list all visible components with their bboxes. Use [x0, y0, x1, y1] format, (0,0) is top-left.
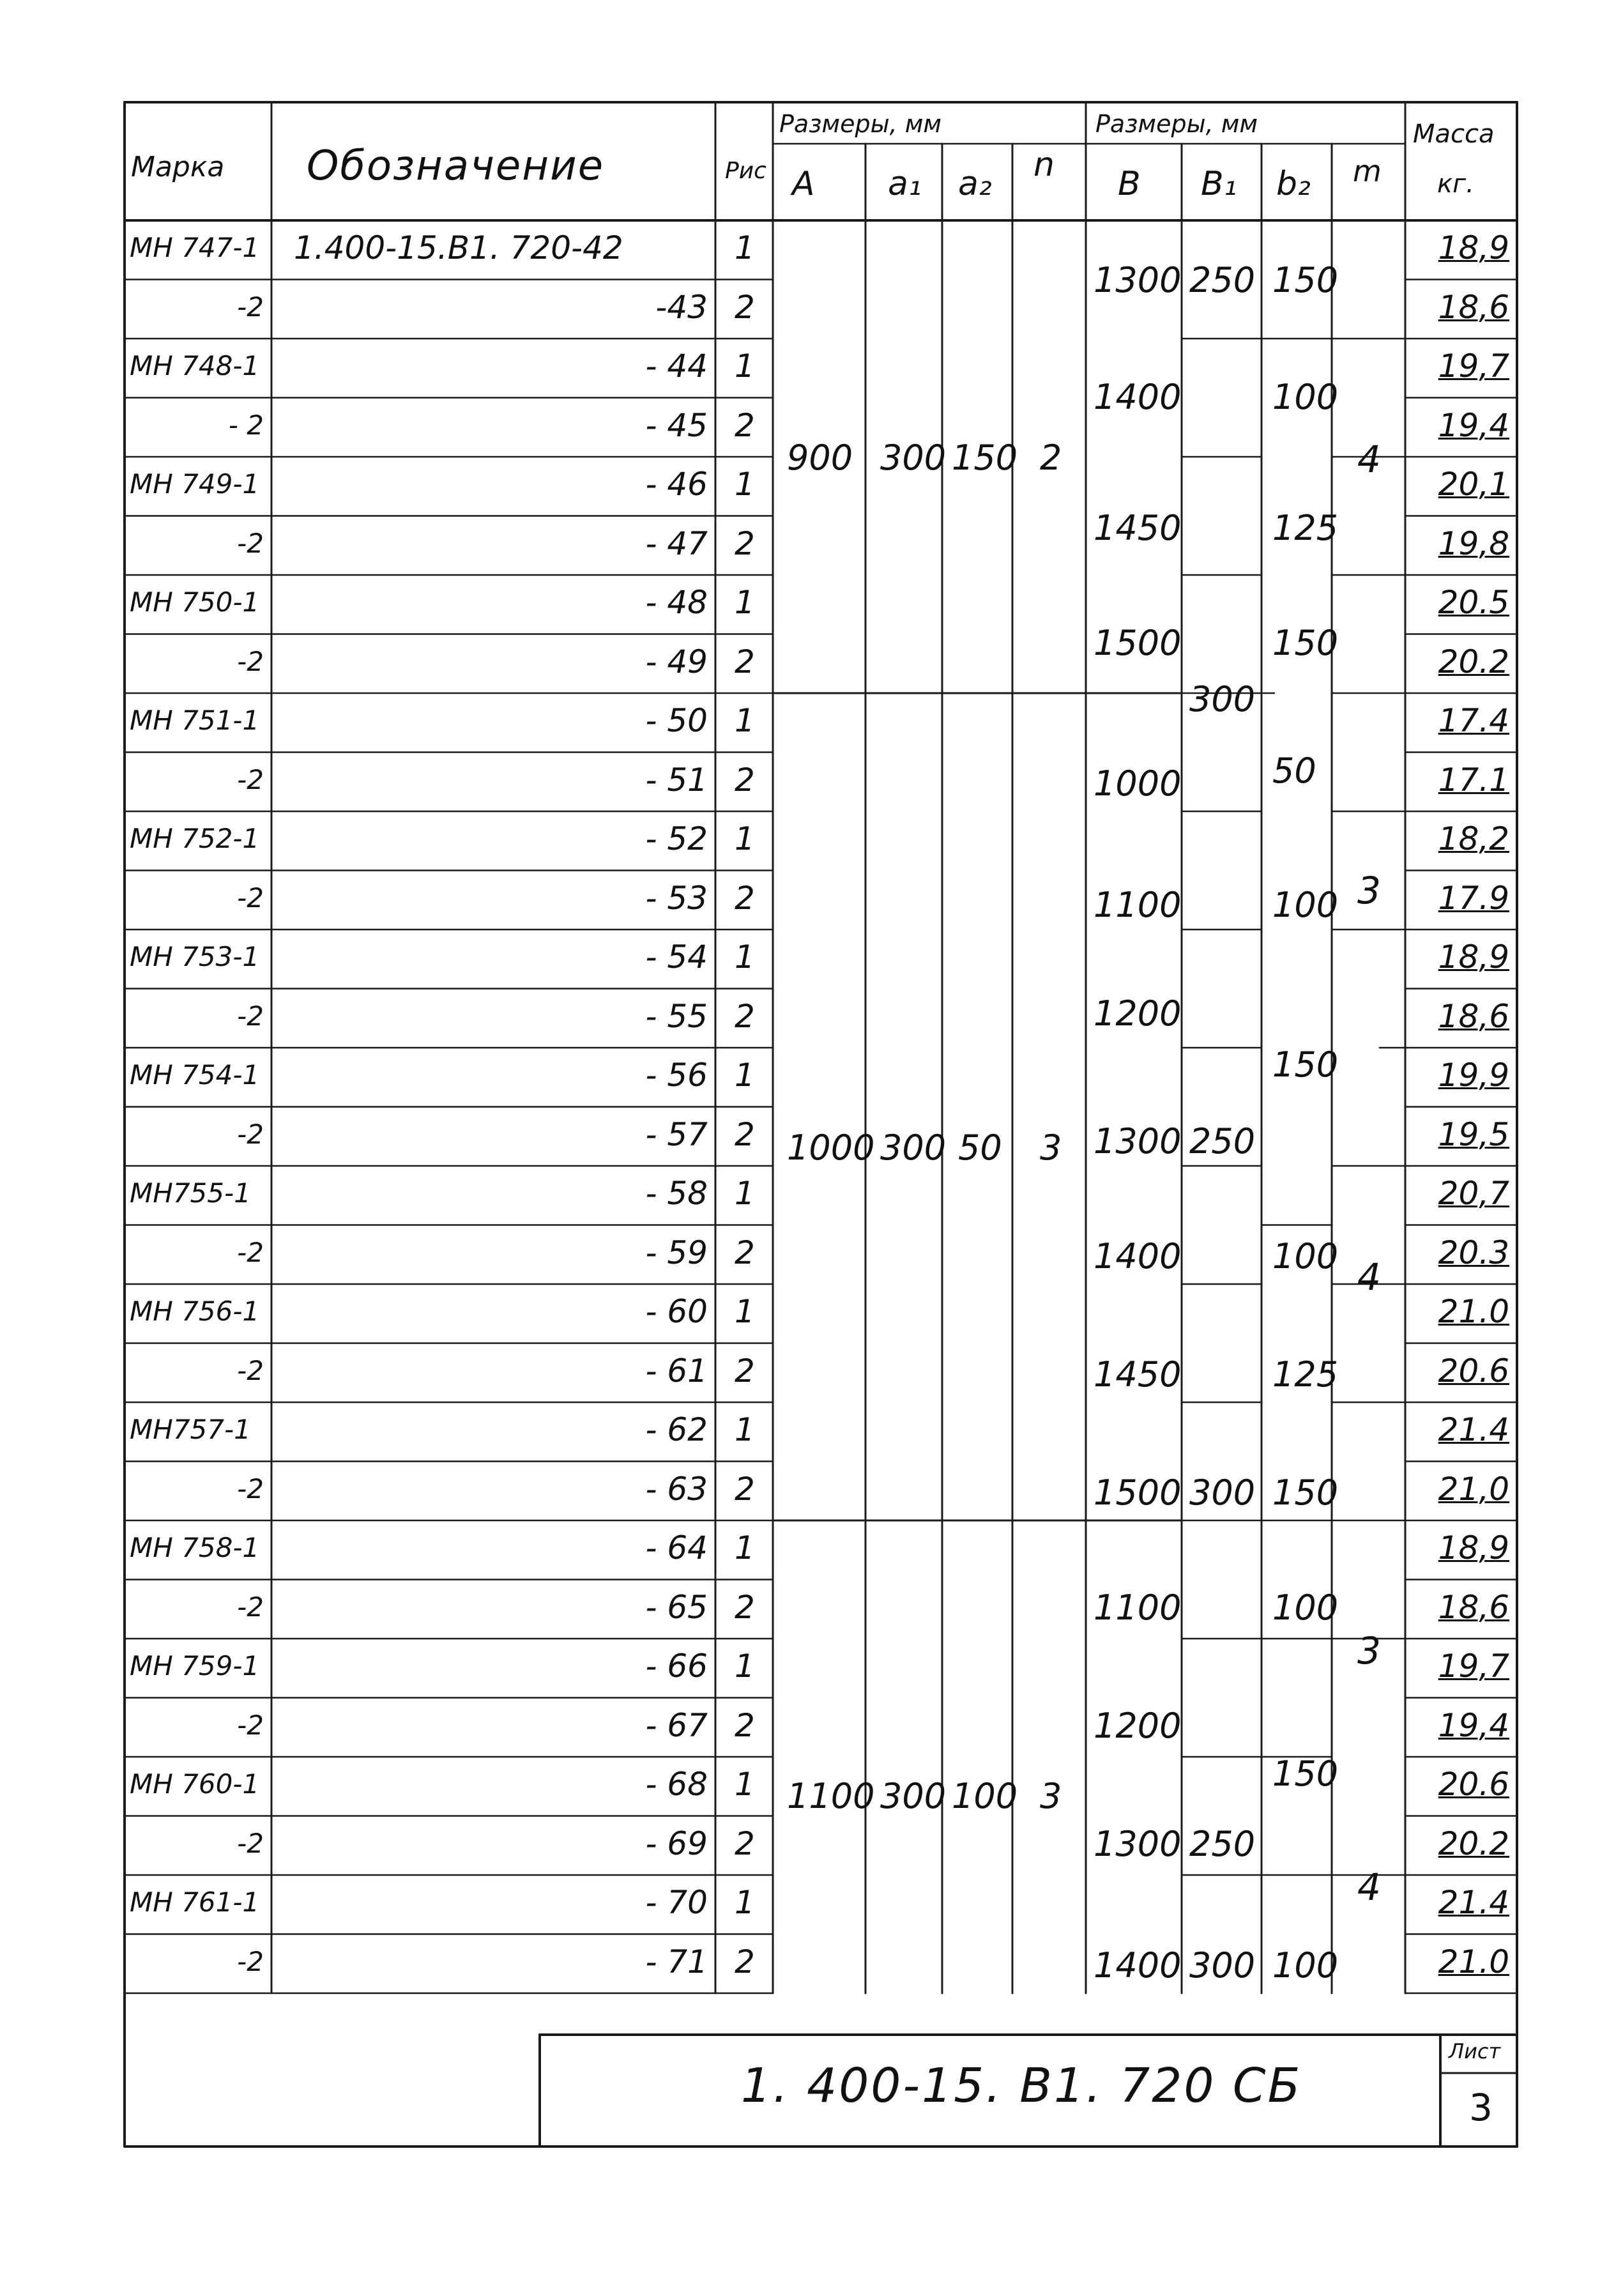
b2-value: 125 [1272, 1354, 1339, 1395]
row-designation: - 59 [645, 1234, 708, 1271]
row-mass: 20.3 [1438, 1234, 1509, 1271]
row-marka: -2 [237, 763, 264, 795]
header-mass: Масса [1413, 119, 1495, 149]
row-mass: 19,9 [1438, 1057, 1509, 1094]
row-designation: - 61 [645, 1352, 708, 1389]
row-mass: 20.2 [1438, 1825, 1509, 1862]
row-marka: -2 [237, 1827, 264, 1859]
group2-a2: 50 [958, 1128, 1002, 1168]
B-value: 1450 [1094, 1354, 1182, 1395]
row-designation: - 64 [645, 1529, 708, 1566]
row-ris: 2 [735, 879, 755, 917]
row-designation: - 68 [645, 1766, 708, 1803]
row-ris: 2 [735, 1588, 755, 1626]
row-mass: 18,2 [1438, 820, 1509, 857]
m-value: 4 [1357, 1255, 1381, 1299]
row-designation: - 45 [645, 406, 708, 444]
row-designation: - 47 [645, 524, 708, 562]
row-mass: 19,4 [1438, 1706, 1509, 1744]
row-marka: МН 750-1 [130, 586, 260, 618]
B1-value: 300 [1189, 1473, 1256, 1513]
row-marka: -2 [237, 1945, 264, 1977]
B-value: 1450 [1094, 508, 1182, 548]
row-marka: -2 [237, 527, 264, 559]
row-ris: 2 [735, 1115, 755, 1153]
row-ris: 2 [735, 1470, 755, 1508]
row-ris: 1 [735, 820, 755, 857]
row-designation: - 65 [645, 1588, 708, 1626]
row-ris: 2 [735, 761, 755, 799]
row-ris: 1 [735, 938, 755, 976]
row-designation: - 50 [645, 702, 708, 739]
row-mass: 21.0 [1438, 1943, 1509, 1980]
row-marka: -2 [237, 1118, 264, 1150]
B1-value: 250 [1189, 1121, 1256, 1161]
header-mass-unit: кг. [1437, 169, 1474, 199]
row-mass: 18,9 [1438, 1529, 1509, 1566]
row-designation: - 55 [645, 997, 708, 1035]
B-value: 1200 [1094, 993, 1182, 1034]
row-mass: 17.4 [1438, 702, 1509, 739]
row-ris: 1 [735, 584, 755, 621]
row-marka: МН 758-1 [130, 1532, 260, 1563]
b2-value: 100 [1272, 1588, 1339, 1628]
b2-value: 100 [1272, 1945, 1339, 1986]
B1-value: 300 [1189, 679, 1256, 719]
header-designation: Обозначение [307, 142, 605, 190]
B-value: 1300 [1094, 260, 1182, 300]
row-mass: 17.1 [1438, 761, 1509, 799]
row-mass: 20.6 [1438, 1766, 1509, 1803]
row-marka: МН 760-1 [130, 1768, 260, 1800]
row-mass: 19,7 [1438, 1648, 1509, 1685]
row-ris: 2 [735, 1706, 755, 1744]
group1-a1: 300 [880, 438, 947, 478]
b2-value: 100 [1272, 377, 1339, 417]
b2-value: 150 [1272, 623, 1339, 663]
header-B1: B₁ [1201, 165, 1237, 203]
b2-value: 150 [1272, 1473, 1339, 1513]
row-mass: 20.5 [1438, 584, 1509, 621]
row-marka: -2 [237, 1354, 264, 1386]
row-marka: -2 [237, 645, 264, 677]
b2-value: 50 [1272, 751, 1316, 791]
row-ris: 1 [735, 348, 755, 385]
row-designation: - 56 [645, 1057, 708, 1094]
row-designation: - 71 [645, 1943, 708, 1980]
row-mass: 18,6 [1438, 997, 1509, 1035]
header-sizes-group2: Размеры, мм [1095, 110, 1258, 138]
b2-value: 150 [1272, 260, 1339, 300]
header-marka: Марка [131, 151, 225, 183]
B-value: 1400 [1094, 377, 1182, 417]
row-marka: МН 751-1 [130, 705, 260, 736]
row-marka: МН757-1 [130, 1414, 251, 1445]
row-marka: -2 [237, 1709, 264, 1741]
row-ris: 2 [735, 1825, 755, 1862]
group3-a1: 300 [880, 1776, 947, 1816]
group2-A: 1000 [787, 1128, 875, 1168]
B-value: 1300 [1094, 1824, 1182, 1864]
row-designation: - 52 [645, 820, 708, 857]
row-mass: 18,6 [1438, 1588, 1509, 1626]
row-marka: - 2 [228, 409, 264, 441]
group1-a2: 150 [952, 438, 1018, 478]
row-marka: МН 752-1 [130, 823, 260, 854]
b2-value: 125 [1272, 508, 1339, 548]
group3-a2: 100 [952, 1776, 1018, 1816]
row-ris: 1 [735, 229, 755, 266]
row-ris: 2 [735, 524, 755, 562]
row-ris: 1 [735, 1057, 755, 1094]
group1-n: 2 [1040, 438, 1062, 478]
row-marka: -2 [237, 1591, 264, 1623]
row-ris: 2 [735, 288, 755, 326]
header-m: m [1353, 154, 1382, 188]
row-designation: - 51 [645, 761, 708, 799]
sheet-label: Лист [1449, 2039, 1501, 2063]
row-designation: - 54 [645, 938, 708, 976]
row-designation: 1.400-15.В1. 720-42 [294, 229, 623, 266]
header-sizes-group1: Размеры, мм [779, 110, 942, 138]
row-ris: 2 [735, 1352, 755, 1389]
row-ris: 1 [735, 1648, 755, 1685]
group3-A: 1100 [787, 1776, 875, 1816]
row-ris: 1 [735, 1175, 755, 1212]
sheet-number: 3 [1469, 2086, 1493, 2129]
m-value: 4 [1357, 1865, 1381, 1909]
row-designation: - 70 [645, 1884, 708, 1921]
row-marka: МН 761-1 [130, 1887, 260, 1918]
row-designation: - 53 [645, 879, 708, 917]
row-ris: 1 [735, 466, 755, 503]
B-value: 1100 [1094, 885, 1182, 925]
B1-value: 250 [1189, 260, 1256, 300]
row-mass: 17.9 [1438, 879, 1509, 917]
row-designation: - 69 [645, 1825, 708, 1862]
B-value: 1400 [1094, 1945, 1182, 1986]
B-value: 1500 [1094, 1473, 1182, 1513]
row-mass: 21.0 [1438, 1293, 1509, 1330]
header-ris: Рис [725, 158, 766, 184]
row-ris: 1 [735, 1293, 755, 1330]
row-marka: МН 753-1 [130, 941, 260, 972]
row-designation: - 66 [645, 1648, 708, 1685]
group3-n: 3 [1040, 1776, 1062, 1816]
row-designation: - 58 [645, 1175, 708, 1212]
drawing-code: 1. 400-15. В1. 720 СБ [741, 2058, 1302, 2113]
row-mass: 21.4 [1438, 1411, 1509, 1448]
row-mass: 19,8 [1438, 524, 1509, 562]
row-designation: - 48 [645, 584, 708, 621]
row-mass: 21.4 [1438, 1884, 1509, 1921]
row-mass: 20.2 [1438, 643, 1509, 680]
header-A: A [792, 165, 815, 203]
header-a1: a₁ [888, 165, 922, 203]
m-value: 3 [1357, 869, 1381, 912]
row-designation: - 62 [645, 1411, 708, 1448]
B-value: 1000 [1094, 763, 1182, 804]
row-designation: - 49 [645, 643, 708, 680]
row-ris: 2 [735, 1234, 755, 1271]
row-designation: - 67 [645, 1706, 708, 1744]
row-marka: -2 [237, 291, 264, 323]
m-value: 4 [1357, 438, 1381, 481]
row-marka: -2 [237, 1473, 264, 1504]
row-marka: МН 748-1 [130, 350, 260, 381]
row-ris: 2 [735, 643, 755, 680]
group2-a1: 300 [880, 1128, 947, 1168]
header-b2: b₂ [1276, 165, 1311, 203]
row-mass: 19,4 [1438, 406, 1509, 444]
row-marka: МН 749-1 [130, 468, 260, 500]
header-B: B [1118, 165, 1141, 203]
header-a2: a₂ [958, 165, 992, 203]
group1-A: 900 [787, 438, 853, 478]
row-ris: 1 [735, 1411, 755, 1448]
row-designation: -43 [655, 288, 708, 326]
m-value: 3 [1357, 1629, 1381, 1672]
B-value: 1200 [1094, 1706, 1182, 1746]
row-designation: - 63 [645, 1470, 708, 1508]
row-marka: МН 754-1 [130, 1059, 260, 1091]
row-mass: 21,0 [1438, 1470, 1509, 1508]
b2-value: 150 [1272, 1045, 1339, 1085]
row-mass: 19,5 [1438, 1115, 1509, 1153]
b2-value: 100 [1272, 885, 1339, 925]
row-mass: 20,1 [1438, 466, 1509, 503]
row-marka: -2 [237, 882, 264, 914]
row-marka: МН 759-1 [130, 1650, 260, 1681]
row-mass: 20.6 [1438, 1352, 1509, 1389]
header-n: n [1033, 146, 1055, 184]
row-marka: -2 [237, 1236, 264, 1268]
B1-value: 300 [1189, 1945, 1256, 1986]
row-ris: 1 [735, 1529, 755, 1566]
B-value: 1100 [1094, 1588, 1182, 1628]
row-mass: 19,7 [1438, 348, 1509, 385]
row-ris: 1 [735, 1884, 755, 1921]
b2-value: 150 [1272, 1754, 1339, 1794]
row-ris: 2 [735, 1943, 755, 1980]
row-mass: 18,9 [1438, 938, 1509, 976]
B-value: 1400 [1094, 1236, 1182, 1276]
row-mass: 20,7 [1438, 1175, 1509, 1212]
group2-n: 3 [1040, 1128, 1062, 1168]
row-marka: МН755-1 [130, 1177, 251, 1209]
B-value: 1500 [1094, 623, 1182, 663]
row-marka: МН 747-1 [130, 232, 260, 263]
row-marka: МН 756-1 [130, 1296, 260, 1327]
row-designation: - 44 [645, 348, 708, 385]
row-ris: 2 [735, 406, 755, 444]
row-designation: - 57 [645, 1115, 708, 1153]
b2-value: 100 [1272, 1236, 1339, 1276]
row-ris: 2 [735, 997, 755, 1035]
row-ris: 1 [735, 1766, 755, 1803]
B1-value: 250 [1189, 1824, 1256, 1864]
row-marka: -2 [237, 1000, 264, 1032]
row-mass: 18,9 [1438, 229, 1509, 266]
row-mass: 18,6 [1438, 288, 1509, 326]
row-ris: 1 [735, 702, 755, 739]
row-designation: - 46 [645, 466, 708, 503]
B-value: 1300 [1094, 1121, 1182, 1161]
row-designation: - 60 [645, 1293, 708, 1330]
